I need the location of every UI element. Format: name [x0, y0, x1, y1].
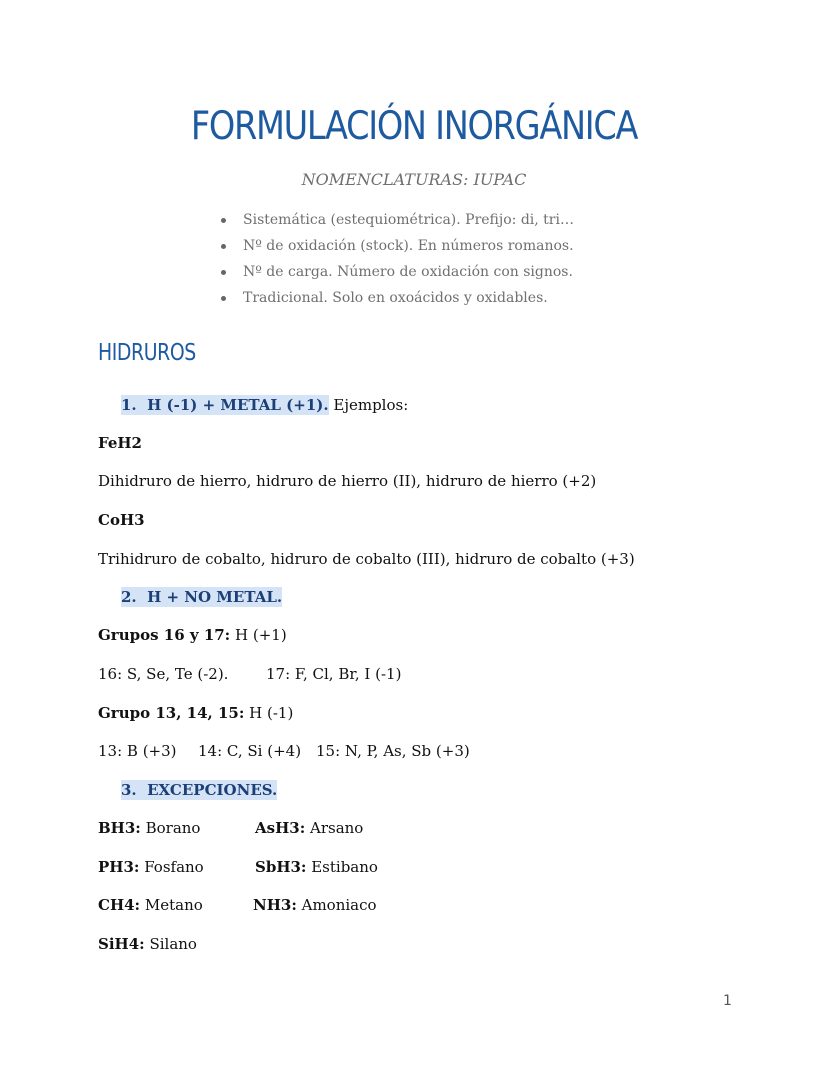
item-1-suffix: Ejemplos: [328, 396, 409, 414]
group-14-text: 14: C, Si (+4) [198, 742, 302, 760]
exception-ash3: AsH3: Arsano [255, 819, 364, 837]
numbered-item-1 [121, 395, 408, 415]
group-13-text: 13: B (+3) [98, 742, 177, 760]
group-15-text: 15: N, P, As, Sb (+3) [316, 742, 470, 760]
nomenclature-list [218, 209, 574, 313]
page-subtitle: NOMENCLATURAS: IUPAC [301, 170, 527, 189]
exception-ch4: CH4: Metano [98, 896, 203, 914]
item-3-label: 3. EXCEPCIONES. [121, 781, 278, 799]
item-1-label: 1. H (-1) + METAL (+1). [121, 396, 329, 414]
page-number: 1 [723, 993, 732, 1009]
exception-bh3: BH3: Borano [98, 819, 201, 837]
group-16-text: 16: S, Se, Te (-2). [98, 665, 229, 683]
exception-sbh3: SbH3: Estibano [255, 858, 378, 876]
numbered-item-2 [121, 587, 282, 607]
numbered-item-3 [121, 780, 277, 800]
page-title: FORMULACIÓN INORGÁNICA [190, 104, 638, 149]
item-2-label: 2. H + NO METAL. [121, 588, 283, 606]
groups-13-14-15-line: Grupo 13, 14, 15: H (-1) [98, 704, 294, 722]
section-heading-hidruros: HIDRUROS [98, 340, 196, 366]
example-names-coh3: Trihidruro de cobalto, hidruro de cobalto (III), hidruro de cobalto (+3) [98, 550, 635, 568]
example-formula-feh2: FeH2 [98, 434, 142, 452]
group-17-text: 17: F, Cl, Br, I (-1) [266, 665, 402, 683]
list-item: Sistemática (estequiométrica). Prefijo: di, tri… [218, 209, 574, 235]
example-formula-coh3: CoH3 [98, 511, 145, 529]
exception-nh3: NH3: Amoniaco [253, 896, 377, 914]
list-item: Nº de carga. Número de oxidación con signos. [218, 261, 574, 287]
exception-sih4: SiH4: Silano [98, 935, 197, 953]
list-item: Tradicional. Solo en oxoácidos y oxidables. [218, 287, 574, 313]
exception-ph3: PH3: Fosfano [98, 858, 204, 876]
example-names-feh2: Dihidruro de hierro, hidruro de hierro (II), hidruro de hierro (+2) [98, 472, 597, 490]
groups-16-17-line: Grupos 16 y 17: H (+1) [98, 626, 287, 644]
list-item: Nº de oxidación (stock). En números romanos. [218, 235, 574, 261]
